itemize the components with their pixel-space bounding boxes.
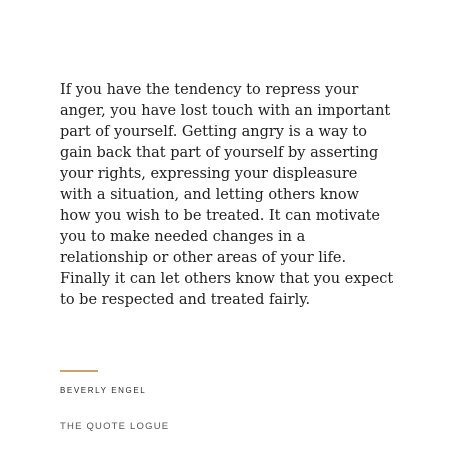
quote-line: you to make needed changes in a	[60, 229, 306, 245]
quote-line: with a situation, and letting others know	[60, 187, 360, 203]
quote-line: gain back that part of yourself by asserting	[60, 145, 379, 161]
quote-line: your rights, expressing your displeasure	[60, 166, 358, 182]
quote-line: relationship or other areas of your life.	[60, 250, 347, 266]
quote-line: If you have the tendency to repress your	[60, 82, 359, 98]
accent-divider	[60, 370, 98, 372]
quote-line: how you wish to be treated. It can motivate	[60, 208, 380, 224]
brand-name: THE QUOTE LOGUE	[60, 421, 170, 432]
quote-line: anger, you have lost touch with an important	[60, 103, 391, 119]
quote-author: BEVERLY ENGEL	[60, 386, 147, 395]
quote-line: to be respected and treated fairly.	[60, 292, 311, 308]
quote-line: part of yourself. Getting angry is a way to	[60, 124, 367, 140]
quote-text	[60, 80, 420, 311]
quote-line: Finally it can let others know that you expect	[60, 271, 394, 287]
